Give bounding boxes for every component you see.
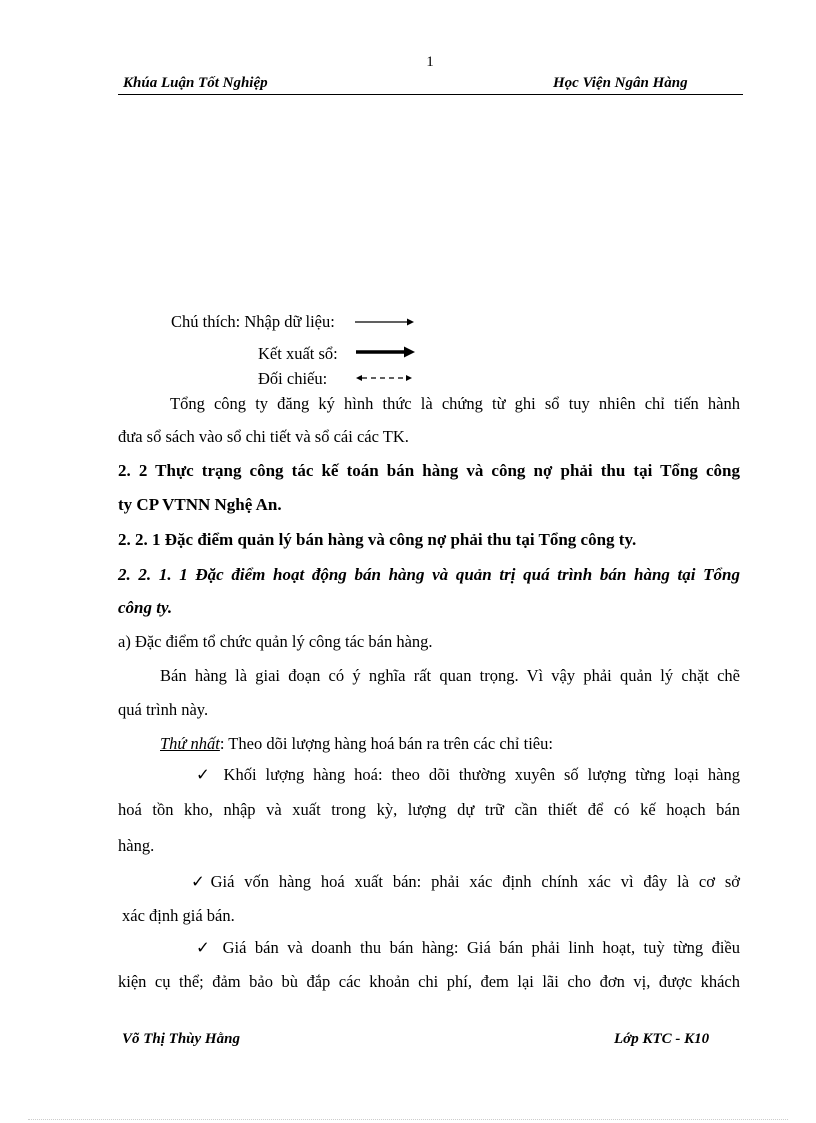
legend-compare-label: Đối chiếu: — [258, 369, 328, 388]
paragraph-line: quá trình này. — [118, 700, 209, 719]
bullet-line: hàng. — [118, 836, 155, 855]
bullet-line: ✓ Giá bán và doanh thu bán hàng: Giá bán phải linh hoạt, tuỳ từng điều — [196, 938, 740, 957]
bullet-line: ✓ Khối lượng hàng hoá: theo dõi thường xuyên số lượng từng loại hàng — [196, 765, 740, 784]
bullet-line: kiện cụ thể; đảm bảo bù đắp các khoản chi phí, đem lại lãi cho đơn vị, được khách — [118, 972, 740, 991]
first-text: : Theo dõi lượng hàng hoá bán ra trên các chỉ tiêu: — [219, 734, 553, 753]
section-heading-2-2-1-1-cont: công ty. — [118, 598, 173, 617]
thick-arrow-icon — [356, 346, 416, 358]
page-bottom-border — [28, 1119, 788, 1120]
section-heading-2-2-cont: ty CP VTNN Nghệ An. — [118, 495, 282, 514]
thin-arrow-icon — [355, 317, 415, 327]
paragraph-line: Tổng công ty đăng ký hình thức là chứng từ ghi sổ tuy nhiên chỉ tiến hành — [170, 394, 740, 413]
first-criterion-line — [160, 733, 782, 755]
footer-author: Võ Thị Thùy Hằng — [122, 1031, 240, 1047]
legend-export-label: Kết xuất sổ: — [258, 344, 338, 363]
footer-class: Lớp KTC - K10 — [614, 1031, 710, 1047]
bullet-line: hoá tồn kho, nhập và xuất trong kỳ, lượng dự trữ cần thiết để có kế hoạch bán — [118, 800, 740, 819]
paragraph-line: đưa sổ sách vào sổ chi tiết và sổ cái các TK. — [118, 427, 409, 446]
first-label: Thứ nhất — [160, 734, 220, 753]
list-item-a: a) Đặc điểm tổ chức quản lý công tác bán hàng. — [118, 632, 433, 651]
paragraph-line: Bán hàng là giai đoạn có ý nghĩa rất quan trọng. Vì vậy phải quản lý chặt chẽ — [160, 666, 740, 685]
dashed-double-arrow-icon — [356, 373, 416, 383]
legend-title: Chú thích: Nhập dữ liệu: — [171, 312, 335, 331]
page-number: 1 — [426, 54, 434, 70]
section-heading-2-2-1-1: 2. 2. 1. 1 Đặc điểm hoạt động bán hàng và quản trị quá trình bán hàng tại Tổng — [118, 565, 740, 584]
bullet-line: xác định giá bán. — [122, 906, 235, 925]
section-heading-2-2-1: 2. 2. 1 Đặc điểm quản lý bán hàng và công nợ phải thu tại Tổng công ty. — [118, 530, 637, 549]
section-heading-2-2: 2. 2 Thực trạng công tác kế toán bán hàng và công nợ phải thu tại Tổng công — [118, 461, 740, 480]
bullet-line: ✓Giá vốn hàng hoá xuất bán: phải xác định chính xác vì đây là cơ sở — [191, 872, 740, 891]
header-thesis-title: Khúa Luận Tốt Nghiệp — [123, 75, 268, 91]
header-divider — [118, 94, 743, 95]
header-institution: Học Viện Ngân Hàng — [553, 75, 688, 91]
